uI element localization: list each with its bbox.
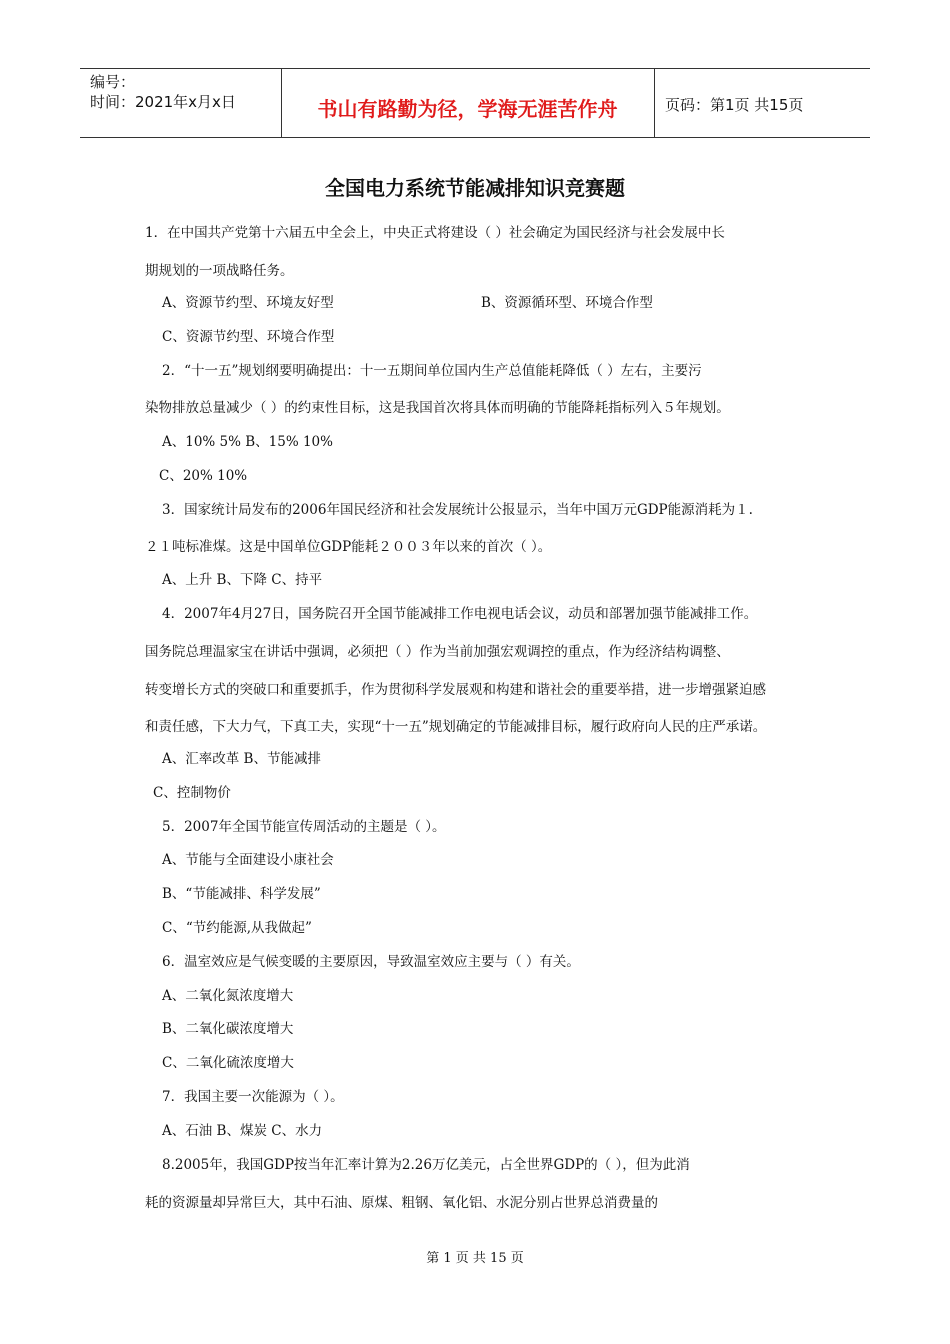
option-line: C、控制物价 [153,785,231,801]
option-line: B、“节能减排、科学发展” [162,886,321,902]
header-left-cell [80,69,282,137]
option-line: A、二氧化氮浓度增大 [162,988,294,1004]
text-line: 8.2005年，我国GDP按当年汇率计算为2.26万亿美元，占全世界GDP的（ ），但为此消 [162,1157,690,1173]
header-page-cell [655,69,870,137]
document-title: 全国电力系统节能减排知识竞赛题 [325,176,625,200]
header-table [80,68,870,138]
option-line: A、资源节约型、环境友好型 [162,295,334,311]
text-line: 5．2007年全国节能宣传周活动的主题是（ ）。 [162,819,446,835]
option-line: C、20% 10% [159,468,248,484]
text-line: 染物排放总量减少（ ）的约束性目标，这是我国首次将具体而明确的节能降耗指标列入５年规划。 [145,400,730,416]
header-motto-cell [281,69,655,137]
page-footer: 第 1 页 共 15 页 [426,1251,524,1266]
text-line: 4．2007年4月27日，国务院召开全国节能减排工作电视电话会议，动员和部署加强节能减排工作。 [162,606,758,622]
option-line: A、上升 B、下降 C、持平 [162,572,323,588]
option-line: A、石油 B、煤炭 C、水力 [162,1123,323,1139]
text-line: 转变增长方式的突破口和重要抓手，作为贯彻科学发展观和构建和谐社会的重要举措，进一步增强紧迫感 [145,682,766,698]
text-line: 耗的资源量却异常巨大，其中石油、原煤、粗钢、氧化铝、水泥分别占世界总消费量的 [145,1195,658,1211]
text-line: 2．“十一五”规划纲要明确提出：十一五期间单位国内生产总值能耗降低（ ）左右，主要污 [162,363,702,379]
option-line: A、汇率改革 B、节能减排 [162,751,321,767]
text-line: 3．国家统计局发布的2006年国民经济和社会发展统计公报显示，当年中国万元GDP能源消耗为１. [162,502,753,518]
time-label: 时间：2021年x月x日 [90,93,236,111]
motto: 书山有路勤为径，学海无涯苦作舟 [317,97,618,121]
text-line: 国务院总理温家宝在讲话中强调，必须把（ ）作为当前加强宏观调控的重点，作为经济结构调整、 [145,644,730,660]
option-line: A、10% 5% B、15% 10% [162,434,333,450]
option-line: A、节能与全面建设小康社会 [162,852,334,868]
text-line: 和责任感，下大力气，下真工夫，实现“十一五”规划确定的节能减排目标，履行政府向人民的庄严承诺。 [145,719,767,735]
text-line: ２１吨标准煤。这是中国单位GDP能耗２００３年以来的首次（ ）。 [145,539,552,555]
text-line: 6．温室效应是气候变暖的主要原因，导致温室效应主要与（ ）有关。 [162,954,580,970]
option-line: C、资源节约型、环境合作型 [162,329,335,345]
page-info: 页码：第1页 共15页 [665,96,804,114]
option-line: C、二氧化硫浓度增大 [162,1055,294,1071]
option-line: C、“节约能源,从我做起” [162,920,312,936]
number-label: 编号： [90,73,136,91]
text-line: 1．在中国共产党第十六届五中全会上，中央正式将建设（ ）社会确定为国民经济与社会发展中长 [145,225,725,241]
option-line: B、资源循环型、环境合作型 [481,295,653,311]
option-line: B、二氧化碳浓度增大 [162,1021,294,1037]
text-line: 期规划的一项战略任务。 [145,263,294,279]
text-line: 7．我国主要一次能源为（ ）。 [162,1089,344,1105]
